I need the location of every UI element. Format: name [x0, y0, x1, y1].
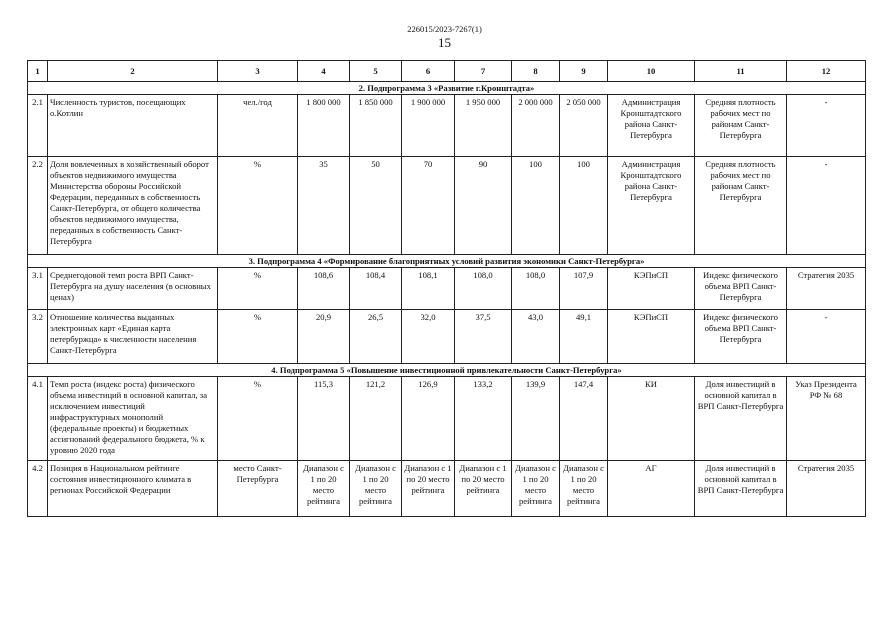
- value-cell: Диапазон с 1 по 20 место рейтинга: [402, 461, 455, 517]
- value-cell: 108,0: [455, 268, 512, 310]
- value-cell: 20,9: [298, 310, 350, 364]
- value-cell: Диапазон с 1 по 20 место рейтинга: [560, 461, 608, 517]
- target-indicator: Доля инвестиций в основной капитал в ВРП Санкт-Петербурга: [695, 377, 787, 461]
- document: Стратегия 2035: [787, 268, 866, 310]
- table-row: [28, 377, 866, 461]
- value-cell: 32,0: [402, 310, 455, 364]
- section-title: 3. Подпрограмма 4 «Формирование благоприятных условий развития экономики Санкт-Петербурга»: [28, 255, 866, 268]
- value-cell: 43,0: [512, 310, 560, 364]
- value-cell: 100: [560, 157, 608, 255]
- responsible: КИ: [608, 377, 695, 461]
- target-indicator: Доля инвестиций в основной капитал в ВРП Санкт-Петербурга: [695, 461, 787, 517]
- indicator-name: Темп роста (индекс роста) физического объема инвестиций в основной капитал, за исключением инвестиций инфраструктурных монополий (федеральные проекты) и бюджетных ассигнований федерального бюджета, % к уровню 2020 года: [48, 377, 218, 461]
- table-row: [28, 95, 866, 157]
- value-cell: 108,6: [298, 268, 350, 310]
- target-indicator: Средняя плотность рабочих мест по районам Санкт-Петербурга: [695, 95, 787, 157]
- row-number: 2.2: [28, 157, 48, 255]
- column-header: 3: [218, 61, 298, 82]
- unit: место Санкт-Петербурга: [218, 461, 298, 517]
- value-cell: 147,4: [560, 377, 608, 461]
- column-header: 2: [48, 61, 218, 82]
- responsible: Администрация Кронштадтского района Санкт-Петербурга: [608, 95, 695, 157]
- value-cell: 121,2: [350, 377, 402, 461]
- column-header: 8: [512, 61, 560, 82]
- indicator-name: Позиция в Национальном рейтинге состояния инвестиционного климата в регионах Российской Федерации: [48, 461, 218, 517]
- responsible: Администрация Кронштадтского района Санкт-Петербурга: [608, 157, 695, 255]
- unit: %: [218, 377, 298, 461]
- table-header-row: [28, 61, 866, 82]
- target-indicator: Индекс физического объема ВРП Санкт-Петербурга: [695, 310, 787, 364]
- value-cell: 108,4: [350, 268, 402, 310]
- table-row: [28, 268, 866, 310]
- value-cell: 26,5: [350, 310, 402, 364]
- unit: %: [218, 157, 298, 255]
- target-indicator: Средняя плотность рабочих мест по районам Санкт-Петербурга: [695, 157, 787, 255]
- document: Указ Президента РФ № 68: [787, 377, 866, 461]
- indicator-name: Отношение количества выданных электронных карт «Единая карта петербуржца» к численности населения Санкт-Петербурга: [48, 310, 218, 364]
- responsible: КЭПиСП: [608, 310, 695, 364]
- column-header: 12: [787, 61, 866, 82]
- row-number: 4.2: [28, 461, 48, 517]
- indicator-name: Численность туристов, посещающих о.Котлин: [48, 95, 218, 157]
- value-cell: 133,2: [455, 377, 512, 461]
- value-cell: 107,9: [560, 268, 608, 310]
- column-header: 6: [402, 61, 455, 82]
- value-cell: Диапазон с 1 по 20 место рейтинга: [298, 461, 350, 517]
- indicator-name: Доля вовлеченных в хозяйственный оборот объектов недвижимого имущества Министерства обороны Российской Федерации, переданных в собственность Санкт-Петербурга, от общего количества объектов недвижимого имущества, переданных в собственность Санкт-Петербурга: [48, 157, 218, 255]
- document: -: [787, 95, 866, 157]
- section-row: [28, 255, 866, 268]
- target-indicator: Индекс физического объема ВРП Санкт-Петербурга: [695, 268, 787, 310]
- value-cell: 1 800 000: [298, 95, 350, 157]
- indicators-table: [27, 60, 866, 517]
- responsible: КЭПиСП: [608, 268, 695, 310]
- value-cell: 100: [512, 157, 560, 255]
- value-cell: 126,9: [402, 377, 455, 461]
- unit: %: [218, 310, 298, 364]
- document: Стратегия 2035: [787, 461, 866, 517]
- column-header: 9: [560, 61, 608, 82]
- table-row: [28, 157, 866, 255]
- section-title: 4. Подпрограмма 5 «Повышение инвестиционной привлекательности Санкт-Петербурга»: [28, 364, 866, 377]
- table-row: [28, 310, 866, 364]
- section-row: [28, 82, 866, 95]
- column-header: 1: [28, 61, 48, 82]
- value-cell: Диапазон с 1 по 20 место рейтинга: [350, 461, 402, 517]
- value-cell: Диапазон с 1 по 20 место рейтинга: [512, 461, 560, 517]
- value-cell: 108,1: [402, 268, 455, 310]
- row-number: 2.1: [28, 95, 48, 157]
- column-header: 5: [350, 61, 402, 82]
- value-cell: 139,9: [512, 377, 560, 461]
- column-header: 10: [608, 61, 695, 82]
- section-row: [28, 364, 866, 377]
- value-cell: Диапазон с 1 по 20 место рейтинга: [455, 461, 512, 517]
- row-number: 4.1: [28, 377, 48, 461]
- value-cell: 90: [455, 157, 512, 255]
- value-cell: 1 900 000: [402, 95, 455, 157]
- section-title: 2. Подпрограмма 3 «Развитие г.Кронштадта»: [28, 82, 866, 95]
- unit: чел./год: [218, 95, 298, 157]
- value-cell: 50: [350, 157, 402, 255]
- value-cell: 108,0: [512, 268, 560, 310]
- value-cell: 37,5: [455, 310, 512, 364]
- value-cell: 115,3: [298, 377, 350, 461]
- table-row: [28, 461, 866, 517]
- value-cell: 2 050 000: [560, 95, 608, 157]
- document: -: [787, 157, 866, 255]
- page-number: 15: [438, 35, 451, 50]
- column-header: 4: [298, 61, 350, 82]
- document: -: [787, 310, 866, 364]
- unit: %: [218, 268, 298, 310]
- indicator-name: Среднегодовой темп роста ВРП Санкт-Петербурга на душу населения (в основных ценах): [48, 268, 218, 310]
- document-id: 226015/2023-7267(1): [407, 24, 482, 34]
- value-cell: 49,1: [560, 310, 608, 364]
- row-number: 3.1: [28, 268, 48, 310]
- column-header: 7: [455, 61, 512, 82]
- value-cell: 2 000 000: [512, 95, 560, 157]
- value-cell: 35: [298, 157, 350, 255]
- value-cell: 70: [402, 157, 455, 255]
- responsible: АГ: [608, 461, 695, 517]
- value-cell: 1 850 000: [350, 95, 402, 157]
- value-cell: 1 950 000: [455, 95, 512, 157]
- column-header: 11: [695, 61, 787, 82]
- row-number: 3.2: [28, 310, 48, 364]
